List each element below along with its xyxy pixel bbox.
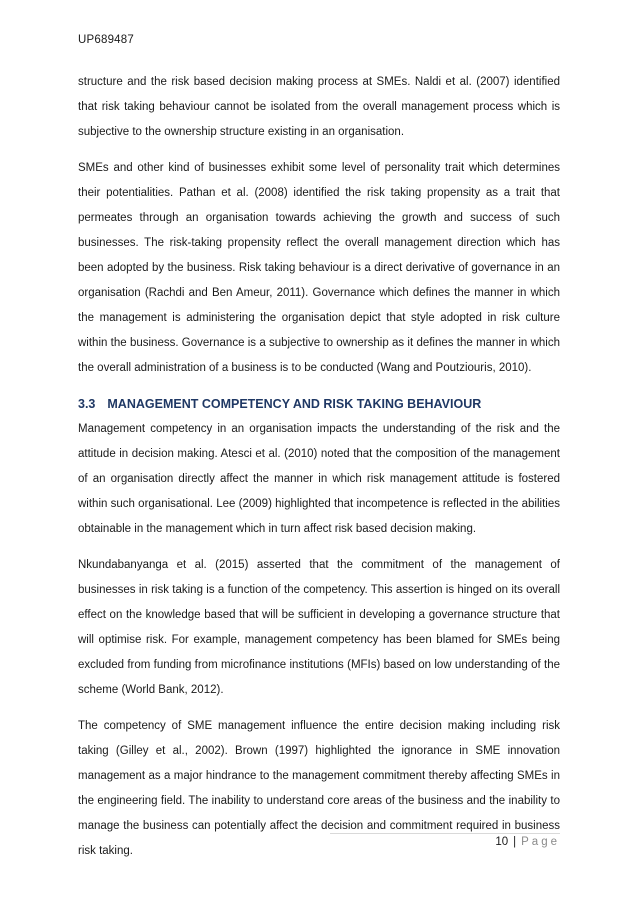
paragraph-2: SMEs and other kind of businesses exhibit some level of personality trait which determines their potentialities. Pathan et al. (2008) identified the risk taking propensity as a trait that permeates through an organisation towards achieving the growth and success of such businesses. The risk-taking propensity reflect the overall management direction which has been adopted by the business. Risk taking behaviour is a direct derivative of governance in an organisation (Rachdi and Ben Ameur, 2011). Governance which defines the manner in which the management is administering the organisation depict that style adopted in risk culture within the business. Governance is a subjective to ownership as it defines the manner in which the overall administration of a business is to be conducted (Wang and Poutziouris, 2010). bbox=[78, 162, 560, 374]
page-label: Page bbox=[521, 836, 560, 848]
footer-separator: | bbox=[513, 836, 517, 848]
section-heading bbox=[78, 392, 560, 417]
section-title: MANAGEMENT COMPETENCY AND RISK TAKING BEHAVIOUR bbox=[107, 397, 482, 411]
paragraph-5: The competency of SME management influence the entire decision making including risk taking (Gilley et al., 2002). Brown (1997) highlighted the ignorance in SME innovation management as a major hindrance to the management commitment thereby affecting SMEs in the engineering field. The inability to understand core areas of the business and the inability to manage the business can potentially affect the decision and commitment required in business risk taking. bbox=[78, 720, 560, 857]
section-number: 3.3 bbox=[78, 397, 96, 411]
document-id: UP689487 bbox=[78, 34, 134, 46]
page-footer bbox=[495, 836, 560, 848]
paragraph-3: Management competency in an organisation impacts the understanding of the risk and the attitude in decision making. Atesci et al. (2010) noted that the composition of the management of an organisation directly affect the manner in which risk management attitude is fostered within such organisational. Lee (2009) highlighted that incompetence is reflected in the abilities obtainable in the management which in turn affect risk based decision making. bbox=[78, 423, 560, 535]
paragraph-4: Nkundabanyanga et al. (2015) asserted that the commitment of the management of businesses in risk taking is a function of the competency. This assertion is hinged on its overall effect on the knowledge based that will be sufficient in developing a governance structure that will optimise risk. For example, management competency has been blamed for SMEs being excluded from funding from microfinance institutions (MFIs) based on low understanding of the scheme (World Bank, 2012). bbox=[78, 559, 560, 696]
footer-divider bbox=[330, 833, 560, 834]
page-number: 10 bbox=[495, 836, 509, 848]
paragraph-1: structure and the risk based decision making process at SMEs. Naldi et al. (2007) identified that risk taking behaviour cannot be isolated from the overall management process which is subjective to the ownership structure existing in an organisation. bbox=[78, 76, 560, 138]
page-content bbox=[78, 70, 560, 875]
